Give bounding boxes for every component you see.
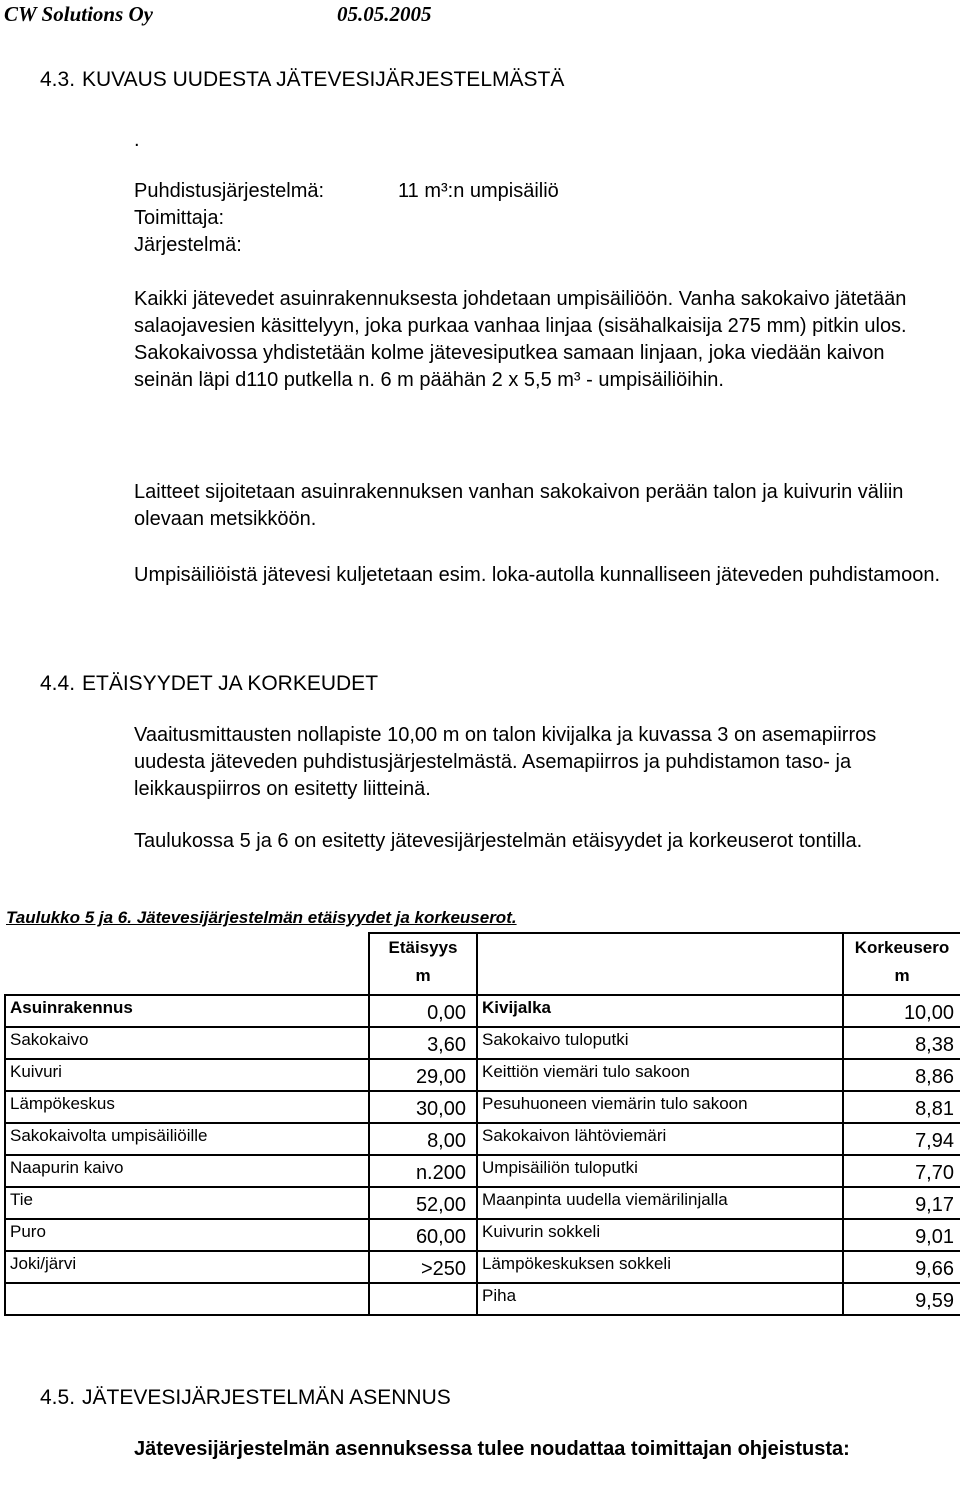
page-header	[0, 0, 960, 30]
place-cell: Naapurin kaivo	[5, 1155, 369, 1187]
point-cell: Kuivurin sokkeli	[477, 1219, 843, 1251]
place-cell: Lämpökeskus	[5, 1091, 369, 1123]
document-date: 05.05.2005	[337, 2, 432, 26]
height-cell: 9,17	[843, 1187, 960, 1219]
paragraph: Laitteet sijoitetaan asuinrakennuksen vanhan sakokaivon perään talon ja kuivurin väliin olevaan metsikköön.	[134, 481, 904, 530]
paragraph: Kaikki jätevedet asuinrakennuksesta johdetaan umpisäiliöön. Vanha sakokaivo jätetään salaojavesien käsittelyyn, joka purkaa vanhaa linjaa (sisähalkaisija 275 mm) pitkin ulos. Sakokaivossa yhdistetään kolme jätevesiputkea samaan linjaan, joka viedään kaivon seinän läpi d110 putkella n. 6 m päähän 2 x 5,5 m³ - umpisäiliöihin.	[134, 288, 907, 391]
distance-cell: 8,00	[369, 1123, 477, 1155]
point-cell: Piha	[477, 1283, 843, 1315]
header-distance: Etäisyys m	[369, 933, 477, 995]
distance-cell: 30,00	[369, 1091, 477, 1123]
point-cell: Kivijalka	[477, 995, 843, 1027]
distance-cell: >250	[369, 1251, 477, 1283]
point-cell: Sakokaivon lähtöviemäri	[477, 1123, 843, 1155]
field-label: Toimittaja:	[134, 207, 225, 229]
intro-text: Jätevesijärjestelmän asennuksessa tulee noudattaa toimittajan ohjeistusta:	[134, 1438, 850, 1460]
field-label: Järjestelmä:	[134, 234, 242, 256]
header-cell-empty	[5, 933, 369, 995]
distances-table	[4, 932, 960, 1316]
table-row	[5, 1123, 960, 1155]
place-cell: Kuivuri	[5, 1059, 369, 1091]
place-cell: Puro	[5, 1219, 369, 1251]
distance-cell: 52,00	[369, 1187, 477, 1219]
distance-cell: 60,00	[369, 1219, 477, 1251]
header-height: Korkeusero m	[843, 933, 960, 995]
field-row	[134, 232, 559, 259]
distance-cell	[369, 1283, 477, 1315]
distance-cell: 29,00	[369, 1059, 477, 1091]
point-cell: Maanpinta uudella viemärilinjalla	[477, 1187, 843, 1219]
table-header-row	[5, 933, 960, 995]
place-cell: Joki/järvi	[5, 1251, 369, 1283]
height-cell: 8,81	[843, 1091, 960, 1123]
table-row	[5, 1059, 960, 1091]
paragraph: Vaaitusmittausten nollapiste 10,00 m on talon kivijalka ja kuvassa 3 on asemapiirros uudesta jäteveden puhdistusjärjestelmästä. Asemapiirros ja puhdistamon taso- ja leikkauspiirros on esitetty liitteinä.	[134, 724, 877, 800]
place-cell: Tie	[5, 1187, 369, 1219]
header-cell-empty	[477, 933, 843, 995]
paragraph: Taulukossa 5 ja 6 on esitetty jätevesijärjestelmän etäisyydet ja korkeuserot tontilla.	[134, 830, 863, 852]
section-4-4-heading	[40, 672, 378, 696]
distance-cell: n.200	[369, 1155, 477, 1187]
section-4-3-heading	[40, 68, 564, 92]
point-cell: Keittiön viemäri tulo sakoon	[477, 1059, 843, 1091]
table-row	[5, 1155, 960, 1187]
section-number: 4.5.	[40, 1386, 76, 1409]
field-row	[134, 205, 559, 232]
stray-dot: .	[134, 129, 140, 151]
paragraph: Umpisäiliöistä jätevesi kuljetetaan esim. loka-autolla kunnalliseen jäteveden puhdistamoon.	[134, 564, 941, 586]
height-cell: 9,01	[843, 1219, 960, 1251]
place-cell: Sakokaivo	[5, 1027, 369, 1059]
table-row	[5, 1219, 960, 1251]
place-cell: Asuinrakennus	[5, 995, 369, 1027]
place-cell: Sakokaivolta umpisäiliöille	[5, 1123, 369, 1155]
table-row	[5, 1251, 960, 1283]
point-cell: Umpisäiliön tuloputki	[477, 1155, 843, 1187]
section-number: 4.4.	[40, 672, 76, 695]
section-title: ETÄISYYDET JA KORKEUDET	[82, 672, 379, 695]
point-cell: Pesuhuoneen viemärin tulo sakoon	[477, 1091, 843, 1123]
height-cell: 9,59	[843, 1283, 960, 1315]
height-cell: 8,38	[843, 1027, 960, 1059]
height-cell: 7,70	[843, 1155, 960, 1187]
point-cell: Lämpökeskuksen sokkeli	[477, 1251, 843, 1283]
distance-cell: 3,60	[369, 1027, 477, 1059]
table-row	[5, 1283, 960, 1315]
company-name: CW Solutions Oy	[4, 2, 153, 26]
height-cell: 9,66	[843, 1251, 960, 1283]
section-number: 4.3.	[40, 68, 76, 91]
height-cell: 10,00	[843, 995, 960, 1027]
system-fields	[134, 178, 559, 259]
table-row	[5, 1091, 960, 1123]
section-title: KUVAUS UUDESTA JÄTEVESIJÄRJESTELMÄSTÄ	[82, 68, 565, 91]
height-cell: 7,94	[843, 1123, 960, 1155]
field-label: Puhdistusjärjestelmä:	[134, 180, 325, 202]
place-cell	[5, 1283, 369, 1315]
section-4-5-heading	[40, 1386, 451, 1410]
field-value: 11 m³:n umpisäiliö	[398, 180, 559, 202]
point-cell: Sakokaivo tuloputki	[477, 1027, 843, 1059]
height-cell: 8,86	[843, 1059, 960, 1091]
table-row	[5, 995, 960, 1027]
section-title: JÄTEVESIJÄRJESTELMÄN ASENNUS	[82, 1386, 451, 1409]
table-row	[5, 1187, 960, 1219]
field-row	[134, 178, 559, 205]
table-caption: Taulukko 5 ja 6. Jätevesijärjestelmän etäisyydet ja korkeuserot.	[6, 908, 517, 927]
distance-cell: 0,00	[369, 995, 477, 1027]
table-row	[5, 1027, 960, 1059]
